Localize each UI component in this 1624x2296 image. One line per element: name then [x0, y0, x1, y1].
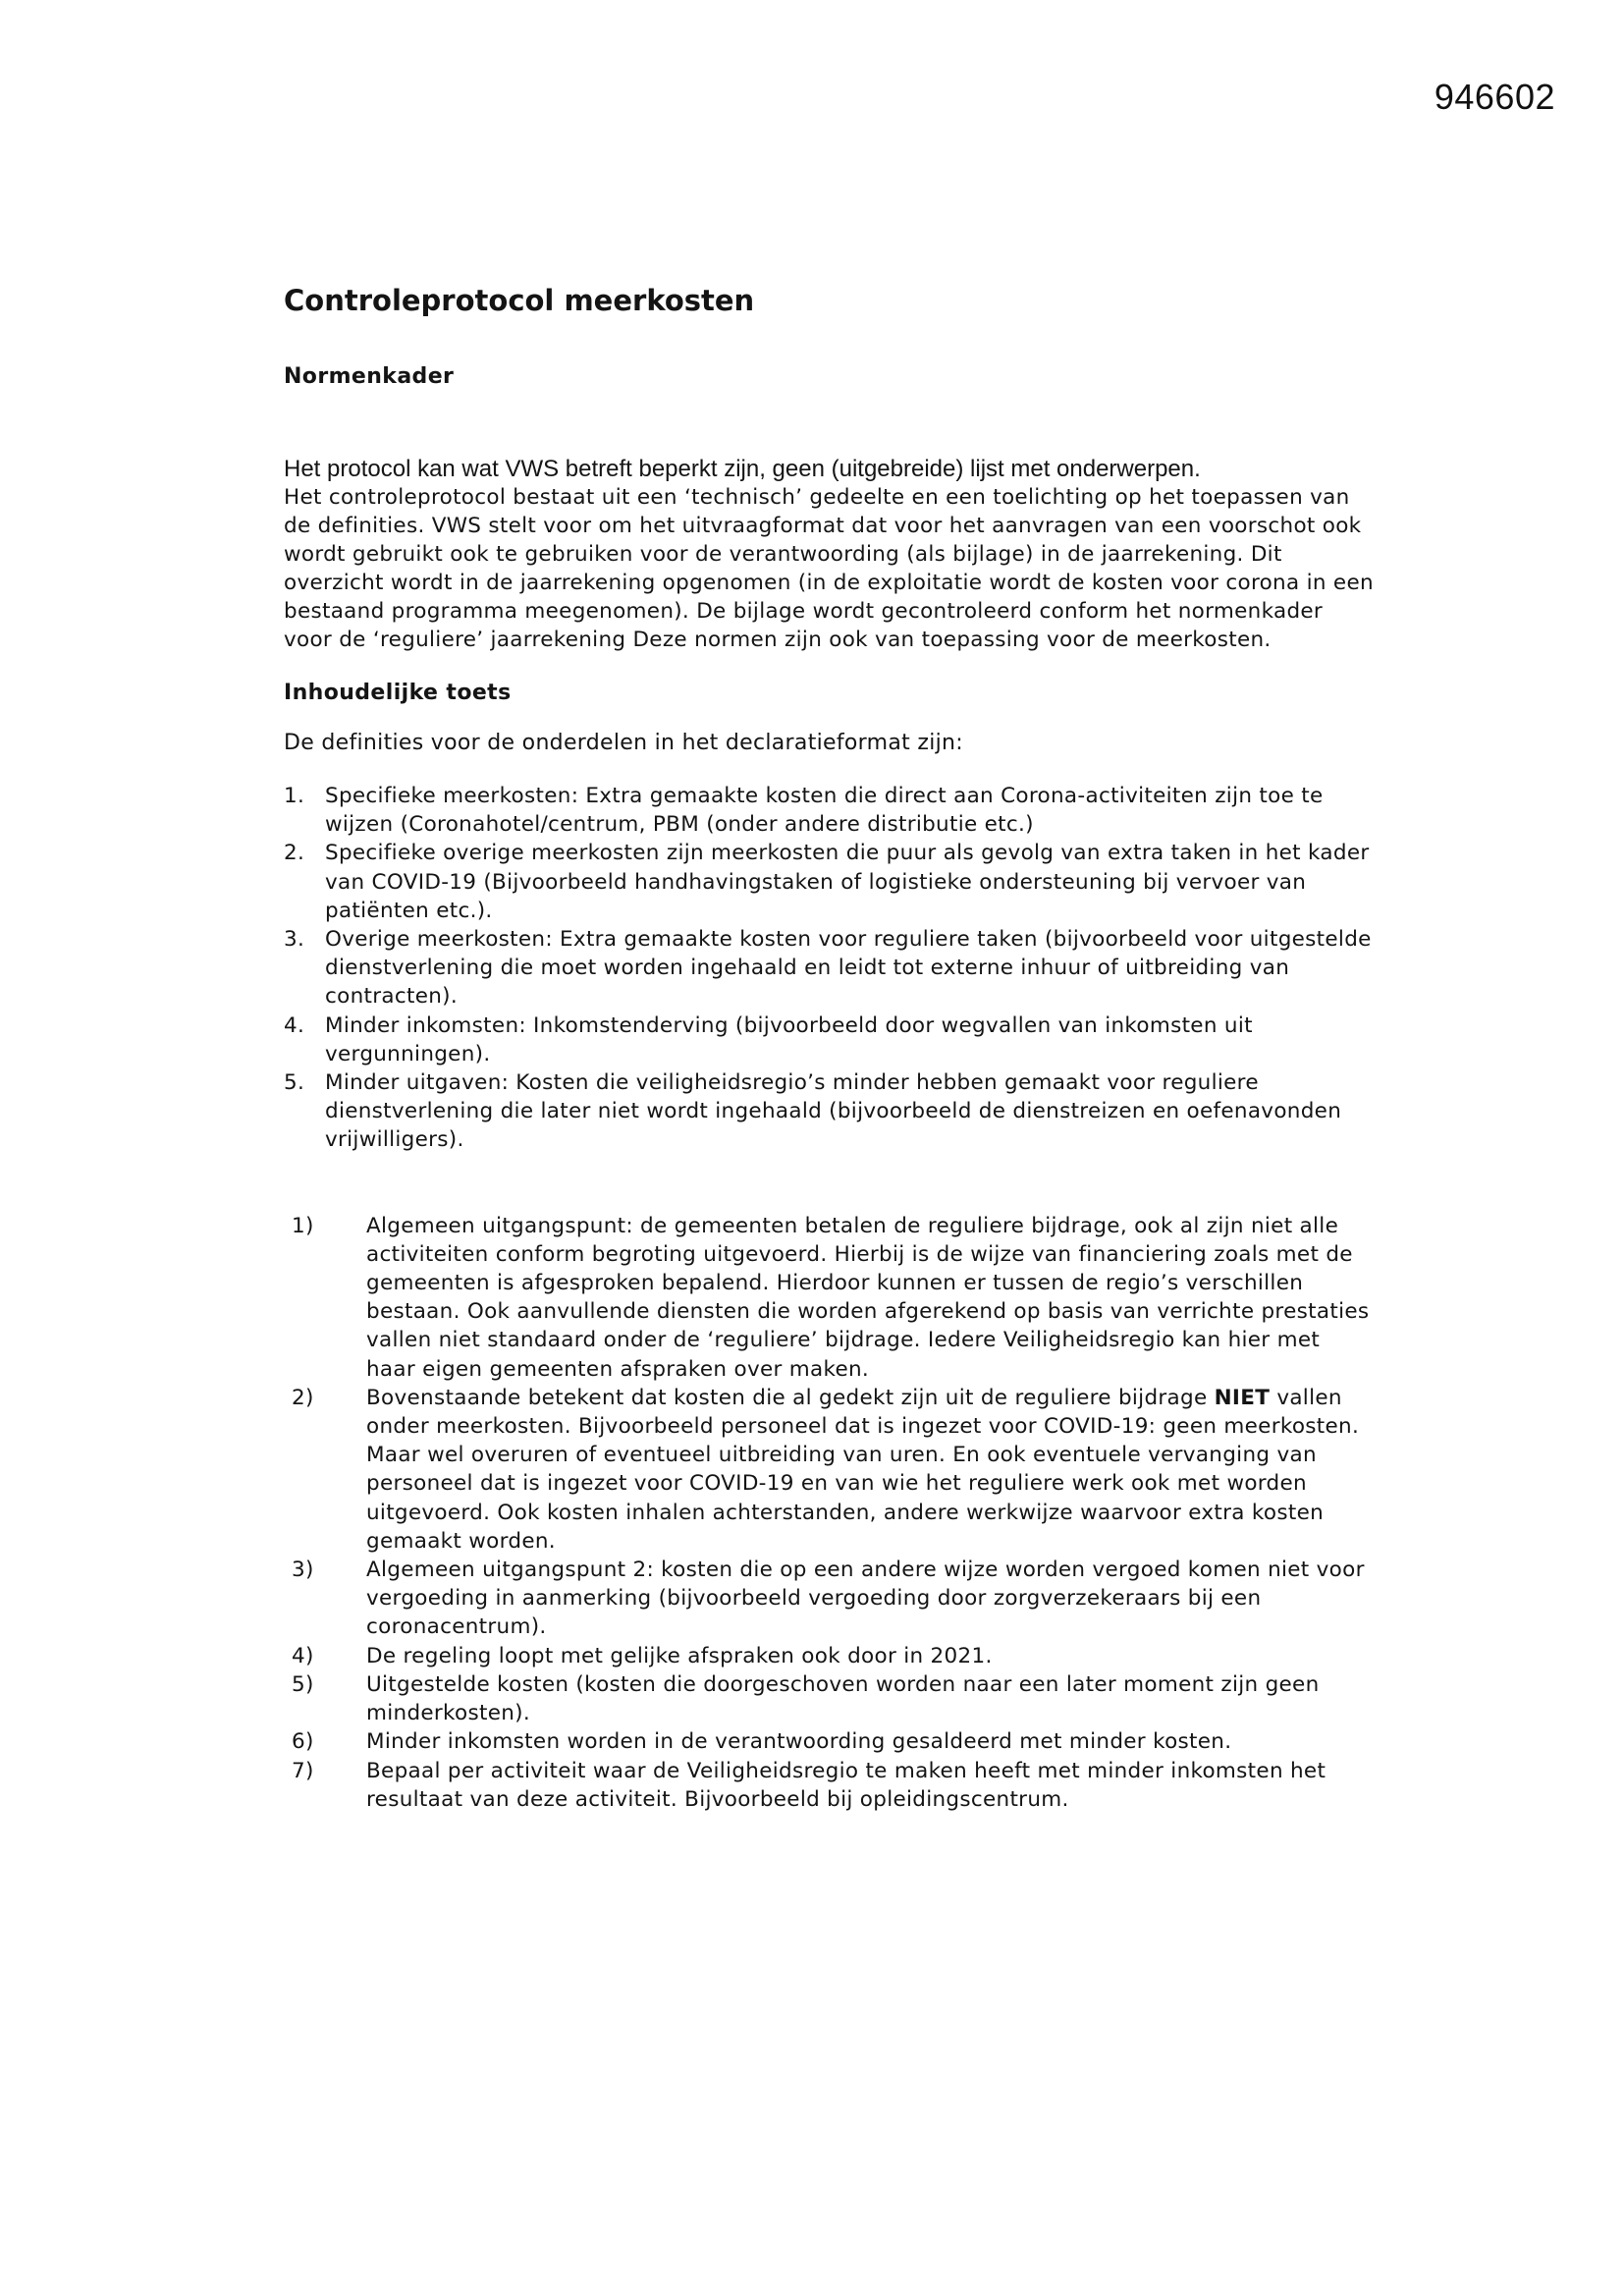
list-text: Bovenstaande betekent dat kosten die al gedekt zijn uit de reguliere bijdrage — [366, 1385, 1208, 1410]
definitions-intro: De definities voor de onderdelen in het declaratieformat zijn: — [284, 731, 963, 755]
list-item — [284, 1642, 1374, 1670]
list-number: 4. — [284, 1012, 305, 1038]
list-number: 1. — [284, 784, 305, 808]
intro-paragraph — [284, 455, 1374, 654]
list-number: 1) — [292, 1213, 314, 1238]
list-number: 3. — [284, 927, 305, 953]
list-number: 5) — [292, 1671, 314, 1697]
section-heading-inhoudelijke-toets: Inhoudelijke toets — [284, 681, 512, 705]
list-item — [284, 925, 1374, 1011]
list-text: Algemeen uitgangspunt: de gemeenten betalen de reguliere bijdrage, ook al zijn niet alle activiteiten conform begroting uitgevoerd. Hierbij is de wijze van financiering zoals met de gemeenten is afgesproken bepalend. Hierdoor kunnen er tussen de regio’s verschillen bestaan. Ook aanvullende diensten die worden afgerekend op basis van verrichte prestaties vallen niet standaard onder de ‘reguliere’ bijdrage. Iedere Veiligheidsregio kan hier met haar eigen gemeenten afspraken over maken. — [366, 1213, 1370, 1382]
list-text: Minder inkomsten worden in de verantwoording gesaldeerd met minder kosten. — [366, 1729, 1232, 1755]
list-item — [284, 839, 1374, 925]
list-number: 3) — [292, 1558, 314, 1583]
list-text: Overige meerkosten: Extra gemaakte kosten voor reguliere taken (bijvoorbeeld voor uitgestelde dienstverlening die moet worden ingehaald en leidt tot externe inhuur of uitbreiding van contracten). — [325, 927, 1372, 1010]
list-item — [284, 1212, 1374, 1384]
list-item — [284, 1670, 1374, 1727]
list-number: 4) — [292, 1643, 314, 1668]
list-item — [284, 1068, 1374, 1155]
intro-body: Het controleprotocol bestaat uit een ‘technisch’ gedeelte en een toelichting op het toepassen van de definities. VWS stelt voor om het uitvraagformat dat voor het aanvragen van een voorschot ook wordt gebruikt ook te gebruiken voor de verantwoording (als bijlage) in de jaarrekening. Dit overzicht wordt in de jaarrekening opgenomen (in de exploitatie wordt de kosten voor corona in een bestaand programma meegenomen). De bijlage wordt gecontroleerd conform het normenkader voor de ‘reguliere’ jaarrekening Deze normen zijn ook van toepassing voor de meerkosten. — [284, 485, 1374, 652]
document-title: Controleprotocol meerkosten — [284, 284, 755, 317]
list-text: De regeling loopt met gelijke afspraken ook door in 2021. — [366, 1643, 993, 1668]
list-text: vallen onder meerkosten. Bijvoorbeeld personeel dat is ingezet voor COVID-19: geen meerkosten. Maar wel overuren of eventueel uitbreiding van uren. En ook eventuele vervanging van personeel dat is ingezet voor COVID-19 en van wie het reguliere werk ook met worden uitgevoerd. Ook kosten inhalen achterstanden, andere werkwijze waarvoor extra kosten gemaakt worden. — [366, 1385, 1360, 1554]
list-text: Bepaal per activiteit waar de Veiligheidsregio te maken heeft met minder inkomsten het resultaat van deze activiteit. Bijvoorbeeld bij opleidingscentrum. — [366, 1758, 1326, 1812]
list-item — [284, 1757, 1374, 1814]
list-number: 5. — [284, 1070, 305, 1096]
intro-lead: Het protocol kan wat VWS betreft beperkt zijn, geen (uitgebreide) lijst met onderwerpen. — [284, 456, 1201, 482]
list-item — [284, 1384, 1374, 1556]
list-text: Specifieke meerkosten: Extra gemaakte kosten die direct aan Corona-activiteiten zijn toe te wijzen (Coronahotel/centrum, PBM (onder andere distributie etc.) — [325, 784, 1324, 838]
document-id: 946602 — [1434, 77, 1555, 117]
list-item — [284, 1727, 1374, 1756]
list-text: Specifieke overige meerkosten zijn meerkosten die puur als gevolg van extra taken in het kader van COVID-19 (Bijvoorbeeld handhavingstaken of logistieke ondersteuning bij vervoer van patiënten etc.). — [325, 841, 1370, 923]
points-list — [284, 1212, 1374, 1814]
list-number: 6) — [292, 1729, 314, 1755]
list-text: Minder uitgaven: Kosten die veiligheidsregio’s minder hebben gemaakt voor reguliere dienstverlening die later niet wordt ingehaald (bijvoorbeeld de dienstreizen en oefenavonden vrijwilligers). — [325, 1070, 1342, 1153]
list-item — [284, 782, 1374, 839]
list-number: 2) — [292, 1385, 314, 1410]
list-text: Uitgestelde kosten (kosten die doorgeschoven worden naar een later moment zijn geen minderkosten). — [366, 1671, 1320, 1726]
list-item — [284, 1556, 1374, 1642]
section-heading-normenkader: Normenkader — [284, 364, 455, 389]
document-page — [284, 281, 1374, 1814]
list-item — [284, 1011, 1374, 1068]
emphasis-niet: NIET — [1214, 1385, 1271, 1410]
list-number: 2. — [284, 841, 305, 866]
definitions-list — [284, 782, 1374, 1155]
list-text: Minder inkomsten: Inkomstenderving (bijvoorbeeld door wegvallen van inkomsten uit vergunningen). — [325, 1012, 1253, 1066]
list-number: 7) — [292, 1758, 314, 1783]
list-text: Algemeen uitgangspunt 2: kosten die op een andere wijze worden vergoed komen niet voor vergoeding in aanmerking (bijvoorbeeld vergoeding door zorgverzekeraars bij een coronacentrum). — [366, 1558, 1365, 1640]
